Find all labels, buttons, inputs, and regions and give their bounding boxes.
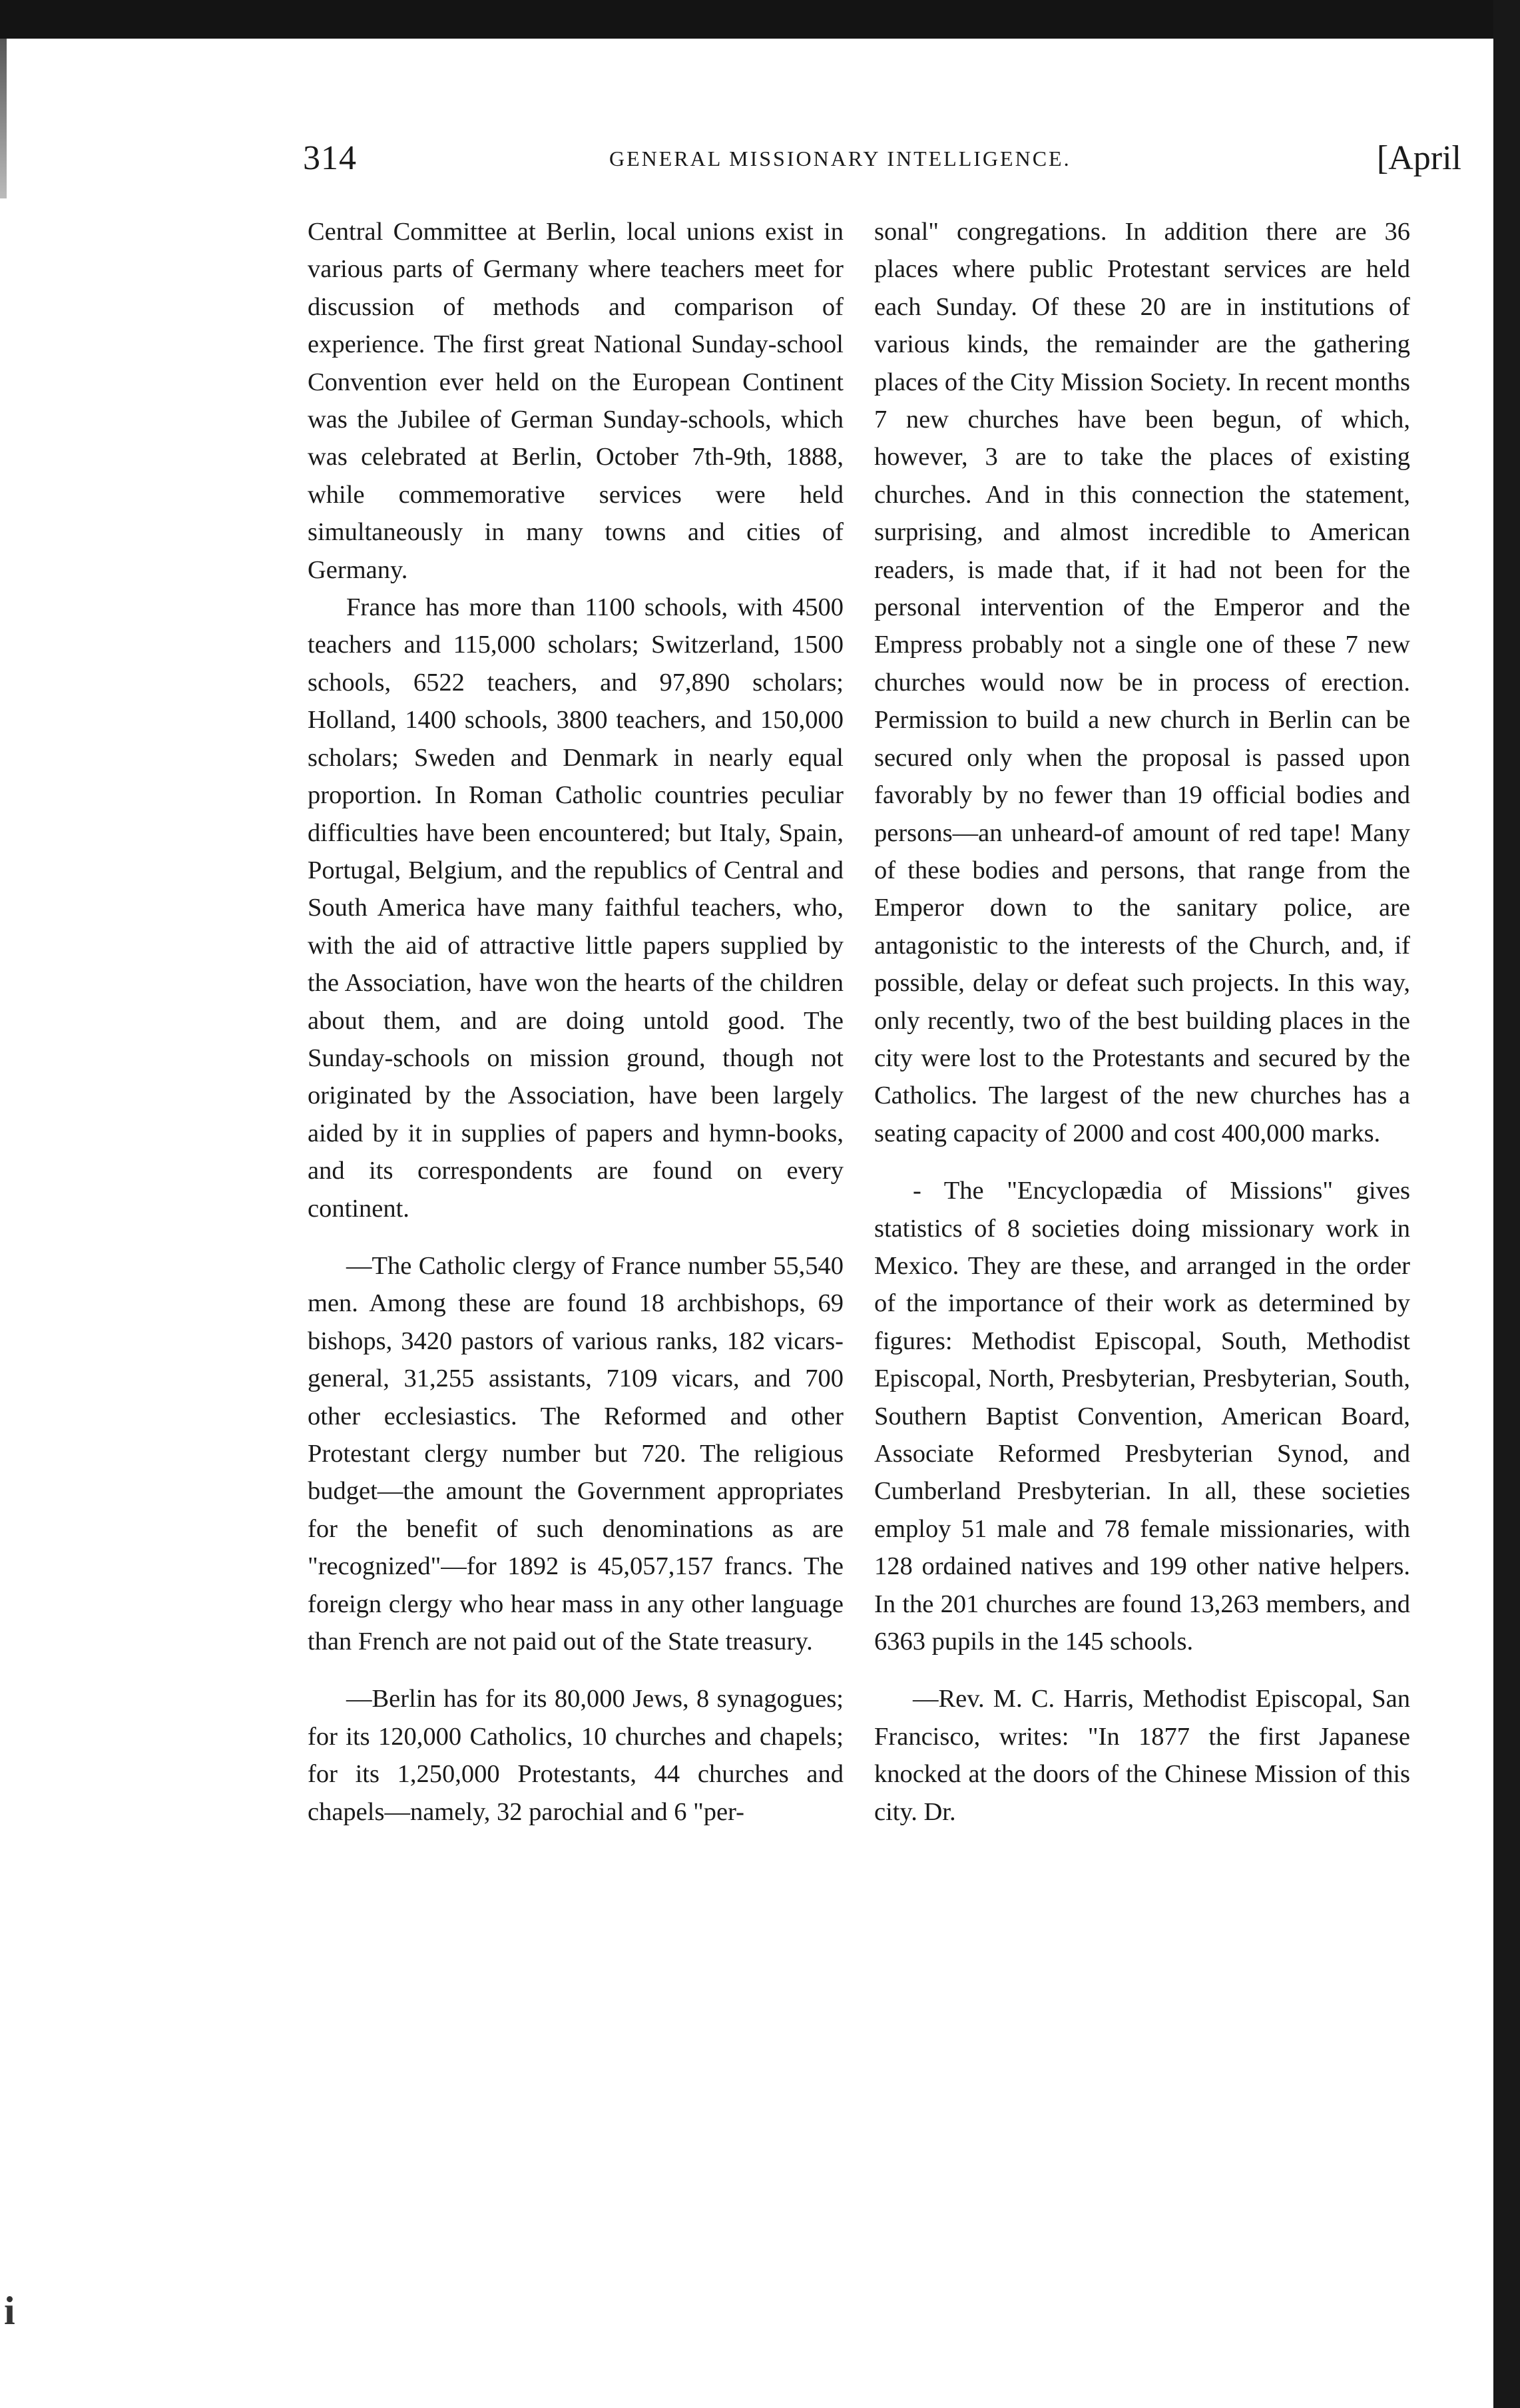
left-column xyxy=(308,213,844,2384)
scan-edge-mark xyxy=(0,39,7,198)
paragraph: —The Catholic clergy of France number 55,540 men. Among these are found 18 archbishops, 69 bishops, 3420 pastors of various ranks, 182 vicars-general, 31,255 assistants, 7109 vicars, and 700 other ecclesiastics. The Reformed and other Protestant clergy number but 720. The religious budget—the amount the Government appropriates for the benefit of such denominations as are "recognized"—for 1892 is 45,057,157 francs. The foreign clergy who hear mass in any other language than French are not paid out of the State treasury. xyxy=(308,1251,844,1656)
scan-edge-fragment: i xyxy=(4,2289,15,2333)
paragraph: —Berlin has for its 80,000 Jews, 8 synagogues; for its 120,000 Catholics, 10 churches and chapels; for its 1,250,000 Protestants, 44 churches and chapels—namely, 32 parochial and 6 "per- xyxy=(308,1685,844,1826)
page-number: 314 xyxy=(303,139,357,177)
scan-border-top xyxy=(0,0,1520,39)
scan-border-right xyxy=(1493,0,1520,2408)
right-column xyxy=(874,213,1410,2384)
page-header xyxy=(303,139,1461,198)
running-head: GENERAL MISSIONARY INTELLIGENCE. xyxy=(609,147,1071,170)
paragraph: France has more than 1100 schools, with 4500 teachers and 115,000 scholars; Switzerland, 1500 schools, 6522 teachers, and 97,890 scholars; Holland, 1400 schools, 3800 teachers, and 150,000 scholars; Sweden and Denmark in nearly equal proportion. In Roman Catholic countries peculiar difficulties have been encountered; but Italy, Spain, Portugal, Belgium, and the republics of Central and South America have many faithful teachers, who, with the aid of attractive little papers supplied by the Association, have won the hearts of the children about them, and are doing untold good. The Sunday-schools on mission ground, though not originated by the Association, have been largely aided by it in supplies of papers and hymn-books, and its correspondents are found on every continent. xyxy=(308,593,844,1223)
paragraph: Central Committee at Berlin, local unions exist in various parts of Germany where teachers meet for discussion of methods and comparison of experience. The first great National Sunday-school Convention ever held on the European Continent was the Jubilee of German Sunday-schools, which was celebrated at Berlin, October 7th-9th, 1888, while commemorative services were held simultaneously in many towns and cities of Germany. xyxy=(308,218,844,584)
paragraph: sonal" congregations. In addition there are 36 places where public Protestant services are held each Sunday. Of these 20 are in institutions of various kinds, the remainder are the gathering places of the City Mission Society. In recent months 7 new churches have been begun, of which, however, 3 are to take the places of existing churches. And in this connection the statement, surprising, and almost incredible to American readers, is made that, if it had not been for the personal intervention of the Emperor and the Empress probably not a single one of these 7 new churches would now be in process of erection. Permission to build a new church in Berlin can be secured only when the proposal is passed upon favorably by no fewer than 19 official bodies and persons—an unheard-of amount of red tape! Many of these bodies and persons, that range from the Emperor down to the sanitary police, are antagonistic to the interests of the Church, and, if possible, delay or defeat such projects. In this way, only recently, two of the best building places in the city were lost to the Protestants and secured by the Catholics. The largest of the new churches has a seating capacity of 2000 and cost 400,000 marks. xyxy=(874,218,1410,1147)
paragraph: —Rev. M. C. Harris, Methodist Episcopal, San Francisco, writes: "In 1877 the first Japanese knocked at the doors of the Chinese Mission of this city. Dr. xyxy=(874,1685,1410,1826)
paragraph: - The "Encyclopædia of Missions" gives statistics of 8 societies doing missionary work in Mexico. They are these, and arranged in the order of the importance of their work as determined by figures: Methodist Episcopal, South, Methodist Episcopal, North, Presbyterian, Presbyterian, South, Southern Baptist Convention, American Board, Associate Reformed Presbyterian Synod, and Cumberland Presbyterian. In all, these societies employ 51 male and 78 female missionaries, with 128 ordained natives and 199 other native helpers. In the 201 churches are found 13,263 members, and 6363 pupils in the 145 schools. xyxy=(874,1177,1410,1656)
page-month: [April xyxy=(1376,139,1461,177)
